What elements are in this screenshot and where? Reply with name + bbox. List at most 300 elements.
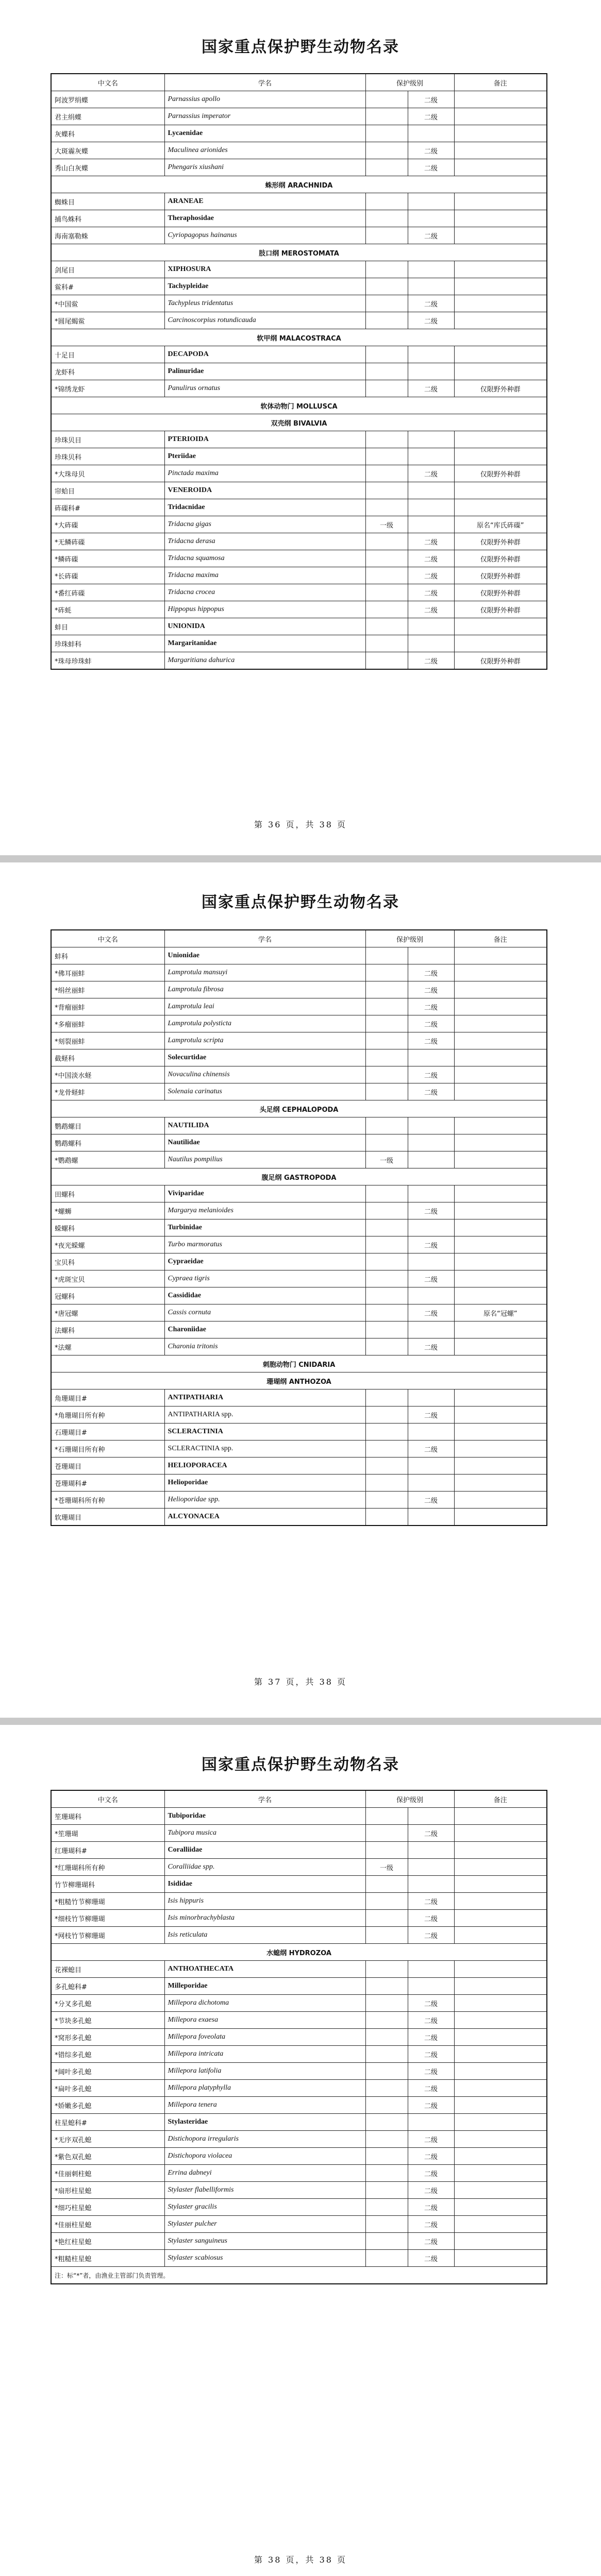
- level-first-class: [365, 312, 408, 329]
- species-row: [51, 2012, 547, 2029]
- level-second-class: 二级: [408, 1083, 454, 1100]
- taxon-group-row: [51, 1321, 547, 1338]
- level-second-class: 二级: [408, 2199, 454, 2216]
- chinese-name: *法螺: [51, 1338, 164, 1355]
- level-first-class: [365, 1458, 408, 1475]
- remark: [454, 1389, 547, 1406]
- level-first-class: [365, 346, 408, 363]
- chinese-name: 帘蛤目: [51, 482, 164, 499]
- species-row: [51, 1825, 547, 1842]
- taxon-class-label: 头足纲 CEPHALOPODA: [51, 1100, 547, 1117]
- level-second-class: [408, 1389, 454, 1406]
- remark: [454, 2029, 547, 2046]
- remark: [454, 1927, 547, 1944]
- level-first-class: [365, 1440, 408, 1458]
- level-second-class: 二级: [408, 1270, 454, 1287]
- latin-name: Margaritiana dahurica: [164, 652, 365, 670]
- chinese-name: *节块多孔螅: [51, 2012, 164, 2029]
- level-first-class: [365, 635, 408, 652]
- latin-name: Tachypleus tridentatus: [164, 295, 365, 312]
- latin-name: Lamprotula leai: [164, 998, 365, 1015]
- chinese-name: 君主绢蝶: [51, 108, 164, 125]
- level-second-class: 二级: [408, 2097, 454, 2114]
- taxon-class-row: [51, 1355, 547, 1372]
- latin-name: Tridacna maxima: [164, 567, 365, 584]
- chinese-name: *中国淡水蛏: [51, 1066, 164, 1083]
- latin-name: Cypraea tigris: [164, 1270, 365, 1287]
- latin-name: Tridacna derasa: [164, 533, 365, 550]
- level-first-class: [365, 1893, 408, 1910]
- level-first-class: [365, 1321, 408, 1338]
- taxon-group-row: [51, 1117, 547, 1134]
- level-second-class: [408, 1049, 454, 1066]
- level-second-class: [408, 618, 454, 635]
- taxon-group-row: [51, 1458, 547, 1475]
- species-row: [51, 2216, 547, 2233]
- taxon-group-row: [51, 1423, 547, 1440]
- species-row: [51, 601, 547, 618]
- latin-name: Milleporidae: [164, 1978, 365, 1995]
- remark: [454, 125, 547, 142]
- chinese-name: 十足目: [51, 346, 164, 363]
- latin-name: Nautilidae: [164, 1134, 365, 1151]
- latin-name: SCLERACTINIA spp.: [164, 1440, 365, 1458]
- chinese-name: *错综多孔螅: [51, 2046, 164, 2063]
- species-table: [51, 929, 547, 1526]
- level-second-class: 二级: [408, 2250, 454, 2267]
- species-row: [51, 2029, 547, 2046]
- chinese-name: *无鳞砗磲: [51, 533, 164, 550]
- level-second-class: 二级: [408, 227, 454, 244]
- level-first-class: [365, 142, 408, 159]
- level-second-class: [408, 1458, 454, 1475]
- chinese-name: 鹦鹉螺目: [51, 1117, 164, 1134]
- level-first-class: [365, 1423, 408, 1440]
- level-first-class: [365, 2216, 408, 2233]
- level-second-class: 二级: [408, 1825, 454, 1842]
- remark: 原名“库氏砗磲”: [454, 516, 547, 533]
- level-second-class: 二级: [408, 312, 454, 329]
- remark: [454, 2165, 547, 2182]
- chinese-name: *佳丽刺柱螅: [51, 2165, 164, 2182]
- latin-name: Distichopora irregularis: [164, 2131, 365, 2148]
- taxon-group-row: [51, 363, 547, 380]
- level-second-class: 二级: [408, 998, 454, 1015]
- species-row: [51, 2063, 547, 2080]
- level-first-class: [365, 2046, 408, 2063]
- latin-name: Tridacna crocea: [164, 584, 365, 601]
- level-second-class: [408, 1876, 454, 1893]
- remark: [454, 1406, 547, 1423]
- latin-name: Cassididae: [164, 1287, 365, 1304]
- latin-name: Stylasteridae: [164, 2114, 365, 2131]
- taxon-class-row: [51, 176, 547, 193]
- level-first-class: [365, 91, 408, 108]
- chinese-name: 大斑霾灰蝶: [51, 142, 164, 159]
- species-row: [51, 2148, 547, 2165]
- level-first-class: [365, 2165, 408, 2182]
- level-second-class: 二级: [408, 108, 454, 125]
- header-latin: 学名: [164, 74, 365, 91]
- level-first-class: [365, 1509, 408, 1526]
- latin-name: Helioporidae: [164, 1475, 365, 1492]
- level-second-class: 二级: [408, 584, 454, 601]
- species-row: [51, 2046, 547, 2063]
- header-latin: 学名: [164, 930, 365, 947]
- remark: [454, 1321, 547, 1338]
- header-note: 备注: [454, 74, 547, 91]
- remark: 仅限野外种群: [454, 601, 547, 618]
- level-second-class: [408, 1475, 454, 1492]
- level-first-class: [365, 2029, 408, 2046]
- remark: [454, 1083, 547, 1100]
- level-second-class: [408, 448, 454, 465]
- footnote-text: 注：标“*”者，由渔业主管部门负责管理。: [51, 2267, 547, 2284]
- taxon-group-row: [51, 499, 547, 516]
- level-second-class: [408, 1961, 454, 1978]
- taxon-group-row: [51, 261, 547, 278]
- latin-name: Isis reticulata: [164, 1927, 365, 1944]
- remark: [454, 1876, 547, 1893]
- species-row: [51, 1910, 547, 1927]
- species-row: [51, 380, 547, 397]
- level-second-class: 二级: [408, 1492, 454, 1509]
- level-first-class: [365, 601, 408, 618]
- taxon-group-row: [51, 1475, 547, 1492]
- level-second-class: 二级: [408, 465, 454, 482]
- level-first-class: [365, 1492, 408, 1509]
- remark: [454, 2199, 547, 2216]
- level-second-class: [408, 1117, 454, 1134]
- chinese-name: *长砗磲: [51, 567, 164, 584]
- taxon-class-row: [51, 1100, 547, 1117]
- level-second-class: [408, 1185, 454, 1202]
- species-row: [51, 2080, 547, 2097]
- remark: [454, 998, 547, 1015]
- level-first-class: [365, 1978, 408, 1995]
- species-row: [51, 1995, 547, 2012]
- chinese-name: 剑尾目: [51, 261, 164, 278]
- latin-name: NAUTILIDA: [164, 1117, 365, 1134]
- level-second-class: 二级: [408, 2182, 454, 2199]
- species-table: [51, 1790, 547, 2284]
- latin-name: Charonia tritonis: [164, 1338, 365, 1355]
- taxon-group-row: [51, 210, 547, 227]
- level-second-class: 二级: [408, 1236, 454, 1253]
- level-first-class: [365, 947, 408, 964]
- header-cn: 中文名: [51, 930, 164, 947]
- remark: 仅限野外种群: [454, 550, 547, 567]
- species-row: [51, 1236, 547, 1253]
- latin-name: Coralliidae spp.: [164, 1859, 365, 1876]
- remark: [454, 2114, 547, 2131]
- taxon-class-label: 双壳纲 BIVALVIA: [51, 414, 547, 431]
- remark: [454, 1253, 547, 1270]
- latin-name: Stylaster scabiosus: [164, 2250, 365, 2267]
- level-second-class: 二级: [408, 981, 454, 998]
- taxon-group-row: [51, 448, 547, 465]
- chinese-name: *紫色双孔螅: [51, 2148, 164, 2165]
- level-first-class: [365, 981, 408, 998]
- level-first-class: [365, 125, 408, 142]
- species-row: [51, 1338, 547, 1355]
- remark: [454, 1236, 547, 1253]
- chinese-name: 田螺科: [51, 1185, 164, 1202]
- latin-name: Unionidae: [164, 947, 365, 964]
- remark: [454, 1202, 547, 1219]
- chinese-name: *细巧柱星螅: [51, 2199, 164, 2216]
- remark: [454, 2216, 547, 2233]
- remark: [454, 2233, 547, 2250]
- taxon-group-row: [51, 431, 547, 448]
- level-first-class: [365, 1015, 408, 1032]
- latin-name: Lamprotula fibrosa: [164, 981, 365, 998]
- taxon-class-row: [51, 1944, 547, 1961]
- level-first-class: [365, 2114, 408, 2131]
- remark: 仅限野外种群: [454, 465, 547, 482]
- level-second-class: 二级: [408, 1015, 454, 1032]
- level-first-class: [365, 448, 408, 465]
- header-note: 备注: [454, 1790, 547, 1808]
- taxon-class-label: 腹足纲 GASTROPODA: [51, 1168, 547, 1185]
- latin-name: ANTHOATHECATA: [164, 1961, 365, 1978]
- level-first-class: [365, 431, 408, 448]
- species-row: [51, 550, 547, 567]
- level-second-class: 二级: [408, 2216, 454, 2233]
- latin-name: Millepora foveolata: [164, 2029, 365, 2046]
- remark: [454, 2063, 547, 2080]
- table-header-row: [51, 1790, 547, 1808]
- species-row: [51, 91, 547, 108]
- remark: [454, 2148, 547, 2165]
- species-table: [51, 73, 547, 670]
- species-row: [51, 998, 547, 1015]
- level-second-class: [408, 1287, 454, 1304]
- species-row: [51, 1066, 547, 1083]
- taxon-group-row: [51, 1389, 547, 1406]
- remark: [454, 91, 547, 108]
- taxon-group-row: [51, 618, 547, 635]
- remark: [454, 2046, 547, 2063]
- level-first-class: [365, 1961, 408, 1978]
- latin-name: UNIONIDA: [164, 618, 365, 635]
- level-second-class: [408, 125, 454, 142]
- level-second-class: [408, 431, 454, 448]
- taxon-class-label: 水螅纲 HYDROZOA: [51, 1944, 547, 1961]
- taxon-group-row: [51, 1876, 547, 1893]
- level-first-class: [365, 227, 408, 244]
- remark: 仅限野外种群: [454, 533, 547, 550]
- level-first-class: 一级: [365, 1859, 408, 1876]
- latin-name: Stylaster pulcher: [164, 2216, 365, 2233]
- latin-name: Novaculina chinensis: [164, 1066, 365, 1083]
- taxon-group-row: [51, 482, 547, 499]
- chinese-name: 蝾螺科: [51, 1219, 164, 1236]
- taxon-class-label: 软体动物门 MOLLUSCA: [51, 397, 547, 414]
- level-first-class: [365, 1475, 408, 1492]
- chinese-name: 宝贝科: [51, 1253, 164, 1270]
- remark: 仅限野外种群: [454, 652, 547, 670]
- remark: [454, 1287, 547, 1304]
- taxon-class-label: 肢口纲 MEROSTOMATA: [51, 244, 547, 261]
- species-row: [51, 533, 547, 550]
- chinese-name: 蚌科: [51, 947, 164, 964]
- species-row: [51, 159, 547, 176]
- chinese-name: 苍珊瑚科#: [51, 1475, 164, 1492]
- taxon-class-label: 蛛形纲 ARACHNIDA: [51, 176, 547, 193]
- level-second-class: [408, 516, 454, 533]
- taxon-group-row: [51, 1185, 547, 1202]
- level-first-class: [365, 2182, 408, 2199]
- header-cn: 中文名: [51, 74, 164, 91]
- latin-name: Isis hippuris: [164, 1893, 365, 1910]
- level-second-class: 二级: [408, 142, 454, 159]
- latin-name: ANTIPATHARIA: [164, 1389, 365, 1406]
- latin-name: Millepora exaesa: [164, 2012, 365, 2029]
- level-second-class: 二级: [408, 1893, 454, 1910]
- remark: [454, 1185, 547, 1202]
- species-row: [51, 227, 547, 244]
- remark: [454, 193, 547, 210]
- latin-name: Tachypleidae: [164, 278, 365, 295]
- chinese-name: *窝形多孔螅: [51, 2029, 164, 2046]
- page-38: [0, 1725, 601, 2576]
- taxon-group-row: [51, 1253, 547, 1270]
- level-second-class: [408, 1423, 454, 1440]
- level-second-class: [408, 482, 454, 499]
- latin-name: Tridacna squamosa: [164, 550, 365, 567]
- latin-name: Parnassius apollo: [164, 91, 365, 108]
- taxon-group-row: [51, 125, 547, 142]
- level-first-class: [365, 295, 408, 312]
- level-second-class: [408, 1859, 454, 1876]
- chinese-name: 砗磲科#: [51, 499, 164, 516]
- species-row: [51, 2250, 547, 2267]
- species-row: [51, 1304, 547, 1321]
- level-first-class: [365, 108, 408, 125]
- species-row: [51, 2097, 547, 2114]
- level-second-class: [408, 363, 454, 380]
- latin-name: Solenaia carinatus: [164, 1083, 365, 1100]
- level-first-class: [365, 482, 408, 499]
- chinese-name: 法螺科: [51, 1321, 164, 1338]
- remark: [454, 1423, 547, 1440]
- level-first-class: [365, 499, 408, 516]
- remark: [454, 278, 547, 295]
- level-first-class: [365, 465, 408, 482]
- species-row: [51, 516, 547, 533]
- remark: [454, 1440, 547, 1458]
- chinese-name: *网枝竹节柳珊瑚: [51, 1927, 164, 1944]
- chinese-name: *石珊瑚目所有种: [51, 1440, 164, 1458]
- level-first-class: [365, 550, 408, 567]
- level-first-class: [365, 1236, 408, 1253]
- header-level: 保护级别: [365, 930, 454, 947]
- remark: [454, 295, 547, 312]
- level-second-class: 二级: [408, 1304, 454, 1321]
- remark: [454, 1893, 547, 1910]
- level-first-class: [365, 533, 408, 550]
- chinese-name: *佳丽柱星螅: [51, 2216, 164, 2233]
- chinese-name: 珍珠贝目: [51, 431, 164, 448]
- remark: [454, 1978, 547, 1995]
- latin-name: Millepora intricata: [164, 2046, 365, 2063]
- remark: [454, 159, 547, 176]
- latin-name: Tridacnidae: [164, 499, 365, 516]
- level-first-class: [365, 1927, 408, 1944]
- remark: [454, 1475, 547, 1492]
- chinese-name: *粗糙竹节柳珊瑚: [51, 1893, 164, 1910]
- species-row: [51, 584, 547, 601]
- remark: [454, 1842, 547, 1859]
- chinese-name: *扇形柱星螅: [51, 2182, 164, 2199]
- chinese-name: *唐冠螺: [51, 1304, 164, 1321]
- latin-name: ANTIPATHARIA spp.: [164, 1406, 365, 1423]
- level-first-class: [365, 261, 408, 278]
- chinese-name: *珠母珍珠蚌: [51, 652, 164, 670]
- chinese-name: *分叉多孔螅: [51, 1995, 164, 2012]
- level-first-class: [365, 193, 408, 210]
- level-first-class: [365, 2148, 408, 2165]
- page-gutter: [0, 855, 601, 862]
- level-second-class: [408, 346, 454, 363]
- level-first-class: [365, 567, 408, 584]
- latin-name: Cypraeidae: [164, 1253, 365, 1270]
- chinese-name: 花裸螅目: [51, 1961, 164, 1978]
- remark: [454, 227, 547, 244]
- level-second-class: 二级: [408, 2131, 454, 2148]
- species-row: [51, 1015, 547, 1032]
- level-first-class: [365, 584, 408, 601]
- level-second-class: [408, 499, 454, 516]
- chinese-name: *鳞砗磲: [51, 550, 164, 567]
- remark: [454, 1219, 547, 1236]
- remark: [454, 482, 547, 499]
- level-first-class: [365, 1117, 408, 1134]
- chinese-name: *锦绣龙虾: [51, 380, 164, 397]
- latin-name: ARANEAE: [164, 193, 365, 210]
- chinese-name: *粗糙柱星螅: [51, 2250, 164, 2267]
- header-cn: 中文名: [51, 1790, 164, 1808]
- latin-name: Maculinea arionides: [164, 142, 365, 159]
- species-row: [51, 1083, 547, 1100]
- remark: [454, 2012, 547, 2029]
- latin-name: Tubiporidae: [164, 1808, 365, 1825]
- chinese-name: 截蛏科: [51, 1049, 164, 1066]
- page-footer: 第 36 页，共 38 页: [254, 820, 347, 829]
- latin-name: Cyriopagopus hainanus: [164, 227, 365, 244]
- latin-name: Panulirus ornatus: [164, 380, 365, 397]
- remark: [454, 1458, 547, 1475]
- table-header-row: [51, 74, 547, 91]
- latin-name: ALCYONACEA: [164, 1509, 365, 1526]
- level-first-class: [365, 2097, 408, 2114]
- chinese-name: *阔叶多孔螅: [51, 2063, 164, 2080]
- remark: [454, 1808, 547, 1825]
- level-first-class: [365, 1083, 408, 1100]
- species-row: [51, 1859, 547, 1876]
- remark: 仅限野外种群: [454, 567, 547, 584]
- latin-name: Millepora tenera: [164, 2097, 365, 2114]
- chinese-name: *角珊瑚目所有种: [51, 1406, 164, 1423]
- remark: [454, 142, 547, 159]
- level-first-class: [365, 1338, 408, 1355]
- level-second-class: 二级: [408, 964, 454, 981]
- chinese-name: *佛耳丽蚌: [51, 964, 164, 981]
- level-first-class: [365, 278, 408, 295]
- level-second-class: [408, 1978, 454, 1995]
- latin-name: HELIOPORACEA: [164, 1458, 365, 1475]
